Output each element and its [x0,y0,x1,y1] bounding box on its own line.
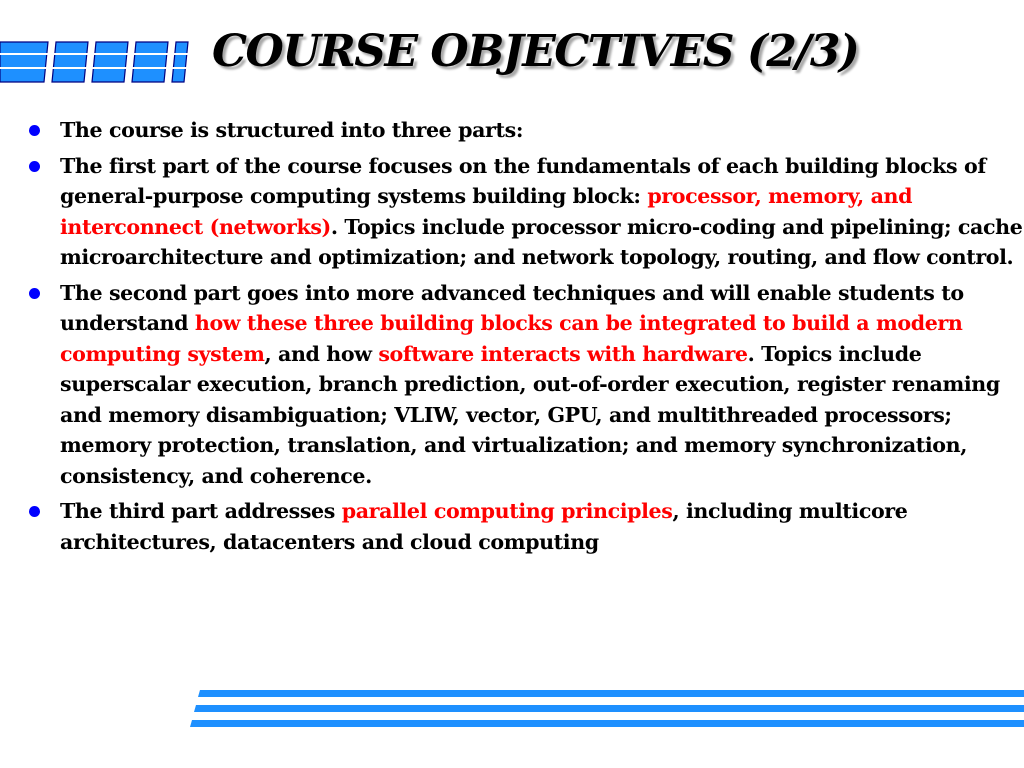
bullet-text: The third part addresses [60,499,342,523]
bullet-text: The first part of the course focuses on the fundamentals of each building blocks of general-purpose computing systems building block: [60,153,986,208]
bullet-list [26,115,1024,562]
bullet-item [26,151,1024,273]
bullet-item [26,496,1024,557]
bullet-dot-icon [29,288,40,299]
highlighted-text: processor, memory, and interconnect (networks) [60,184,913,239]
bullet-text: The course is structured into three parts: [60,118,524,142]
bullet-text: . Topics include processor micro-coding and pipelining; cache microarchitecture and optimization; and network topology, routing, and flow control. [60,214,1023,269]
bullet-dot-icon [29,506,40,517]
bullet-item [26,278,1024,492]
bullet-text: , and how [264,341,379,366]
bullet-dot-icon [29,161,40,172]
bullet-dot-icon [29,125,40,136]
footer-stripes-icon [190,690,1024,730]
bullet-text: . Topics include superscalar execution, branch prediction, out-of-order execution, register renaming and memory disambiguation; VLIW, vector, GPU, and multithreaded processors; memory protection, translation, and virtualization; and memory synchronization, consistency, and coherence. [60,341,1000,488]
logo-stripes-icon [0,40,190,84]
highlighted-text: how these three building blocks can be integrated to build a modern computing system [60,311,963,366]
highlighted-text: software interacts with hardware [378,341,748,366]
bullet-text: The second part goes into more advanced techniques and will enable students to understand [60,280,964,335]
bullet-item [26,115,1024,146]
highlighted-text: parallel computing principles [341,499,673,523]
bullet-text: , including multicore architectures, datacenters and cloud computing [60,499,908,554]
slide-title: COURSE OBJECTIVES (2/3) [212,26,859,77]
